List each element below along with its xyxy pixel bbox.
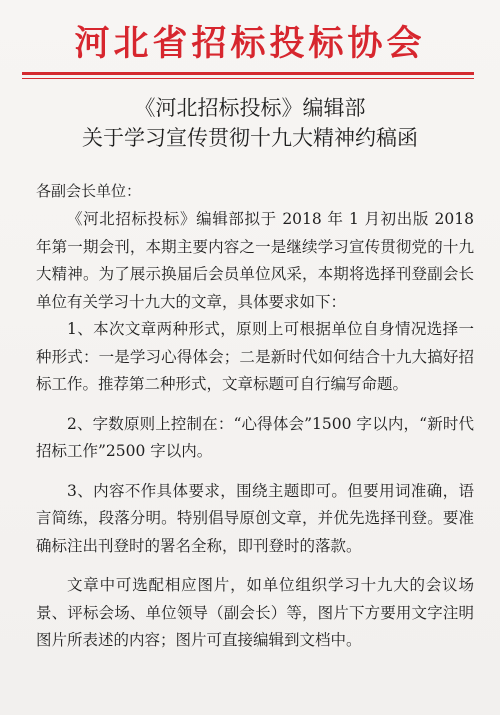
letter-title-line1: 《河北招标投标》编辑部 bbox=[134, 96, 366, 120]
letterhead-rule-thick bbox=[22, 72, 474, 75]
letterhead-org-name: 河北省招标投标协会 bbox=[74, 24, 426, 64]
letter-title-line2: 关于学习宣传贯彻十九大精神约稿函 bbox=[82, 126, 418, 150]
body-paragraph-intro: 《河北招标投标》编辑部拟于 2018 年 1 月初出版 2018 年第一期会刊，本期主要内容之一是继续学习宣传贯彻党的十九大精神。为了展示换届后会员单位风采，本期将选择刊登副会长单位有关学习十九大的文章，具体要求如下： bbox=[36, 210, 474, 311]
letter-body bbox=[36, 206, 474, 655]
body-paragraph-images: 文章中可选配相应图片，如单位组织学习十九大的会议场景、评标会场、单位领导（副会长）等，图片下方要用文字注明图片所表述的内容；图片可直接编辑到文档中。 bbox=[36, 576, 474, 649]
letter-salutation: 各副会长单位： bbox=[36, 182, 142, 200]
letterhead-rule-thin bbox=[22, 78, 474, 79]
body-paragraph-item-2: 2、字数原则上控制在：“心得体会”1500 字以内，“新时代招标工作”2500 字以内。 bbox=[36, 414, 474, 460]
body-paragraph-item-3: 3、内容不作具体要求，围绕主题即可。但要用词准确，语言简练，段落分明。特别倡导原创文章，并优先选择刊登。要准确标注出刊登时的署名全称，即刊登时的落款。 bbox=[36, 481, 474, 555]
body-paragraph-item-1: 1、本次文章两种形式，原则上可根据单位自身情况选择一种形式：一是学习心得体会；二是新时代如何结合十九大搞好招标工作。推荐第二种形式，文章标题可自行编写命题。 bbox=[36, 320, 474, 393]
